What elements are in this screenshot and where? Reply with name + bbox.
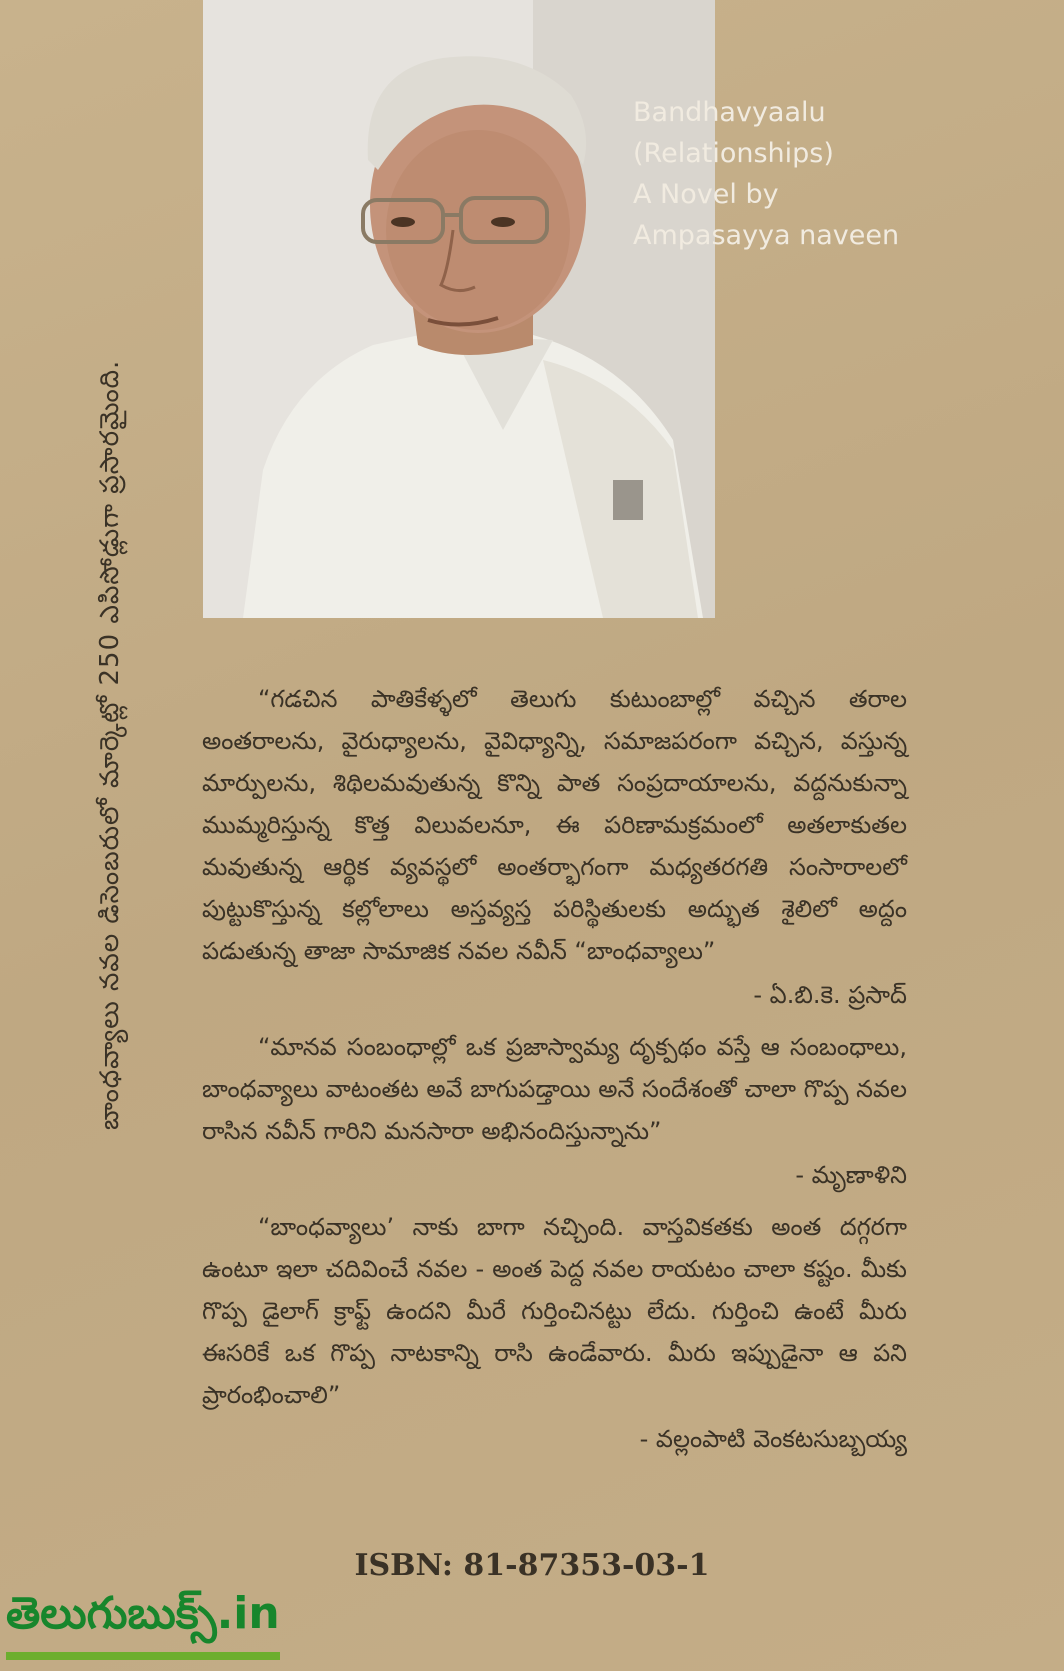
site-watermark-logo: తెలుగుబుక్స్.in: [6, 1588, 280, 1660]
testimonial-text: “మానవ సంబంధాల్లో ఒక ప్రజాస్వామ్య దృక్పథం వస్తే ఆ సంబంధాలు, బాంధవ్యాలు వాటంతట అవే బాగుపడ్తాయి అనే సందేశంతో చాలా గొప్ప నవల రాసిన నవీన్ గారిని మనసారా అభినందిస్తున్నాను”: [202, 1033, 907, 1145]
testimonial-text: “బాంధవ్యాలు’ నాకు బాగా నచ్చింది. వాస్తవికతకు అంత దగ్గరగా ఉంటూ ఇలా చదివించే నవల - అంత పెద్ద నవల రాయటం చాలా కష్టం. మీకు గొప్ప డైలాగ్ క్రాఫ్ట్ ఉందని మీరే గుర్తించినట్టు లేదు. గుర్తించి ఉంటే మీరు ఈసరికే ఒక గొప్ప నాటకాన్ని రాసి ఉండేవారు. మీరు ఇప్పుడైనా ఆ పని ప్రారంభించాలి”: [202, 1213, 907, 1409]
testimonial-author: - ఏ.బి.కె. ప్రసాద్: [753, 981, 907, 1009]
testimonial-1: [202, 678, 907, 1016]
vertical-spine-text: బాంధవ్యాలు నవల డిసెంబరులో మార్కెట్లో 250 ఎపిసోడ్లుగా ప్రసారమైంది.: [95, 359, 125, 1130]
book-title-block: [633, 92, 1053, 256]
testimonial-3: [202, 1206, 907, 1460]
testimonial-author: - మృణాళిని: [795, 1161, 907, 1189]
title-line-2: (Relationships): [633, 138, 834, 169]
isbn-number: ISBN: 81-87353-03-1: [354, 1548, 710, 1583]
title-line-3: A Novel by: [633, 179, 779, 210]
testimonials: [202, 678, 907, 1470]
testimonial-2: [202, 1026, 907, 1196]
title-line-4: Ampasayya naveen: [633, 220, 900, 251]
title-line-1: Bandhavyaalu: [633, 97, 826, 128]
testimonial-author: - వల్లంపాటి వెంకటసుబ్బయ్య: [639, 1425, 907, 1453]
testimonial-text: “గడచిన పాతికేళ్ళలో తెలుగు కుటుంబాల్లో వచ్చిన తరాల అంతరాలను, వైరుధ్యాలను, వైవిధ్యాన్ని, సమాజపరంగా వచ్చిన, వస్తున్న మార్పులను, శిథిలమవుతున్న కొన్ని పాత సంప్రదాయాలను, వద్దనుకున్నా ముమ్మరిస్తున్న కొత్త విలువలనూ, ఈ పరిణామక్రమంలో అతలాకుతల మవుతున్న ఆర్థిక వ్యవస్థలో అంతర్భాగంగా మధ్యతరగతి సంసారాలలో పుట్టుకొస్తున్న కల్లోలాలు అస్తవ్యస్త పరిస్థితులకు అద్భుత శైలిలో అద్దం పడుతున్న తాజా సామాజిక నవల నవీన్ “బాంధవ్యాలు”: [202, 685, 907, 965]
